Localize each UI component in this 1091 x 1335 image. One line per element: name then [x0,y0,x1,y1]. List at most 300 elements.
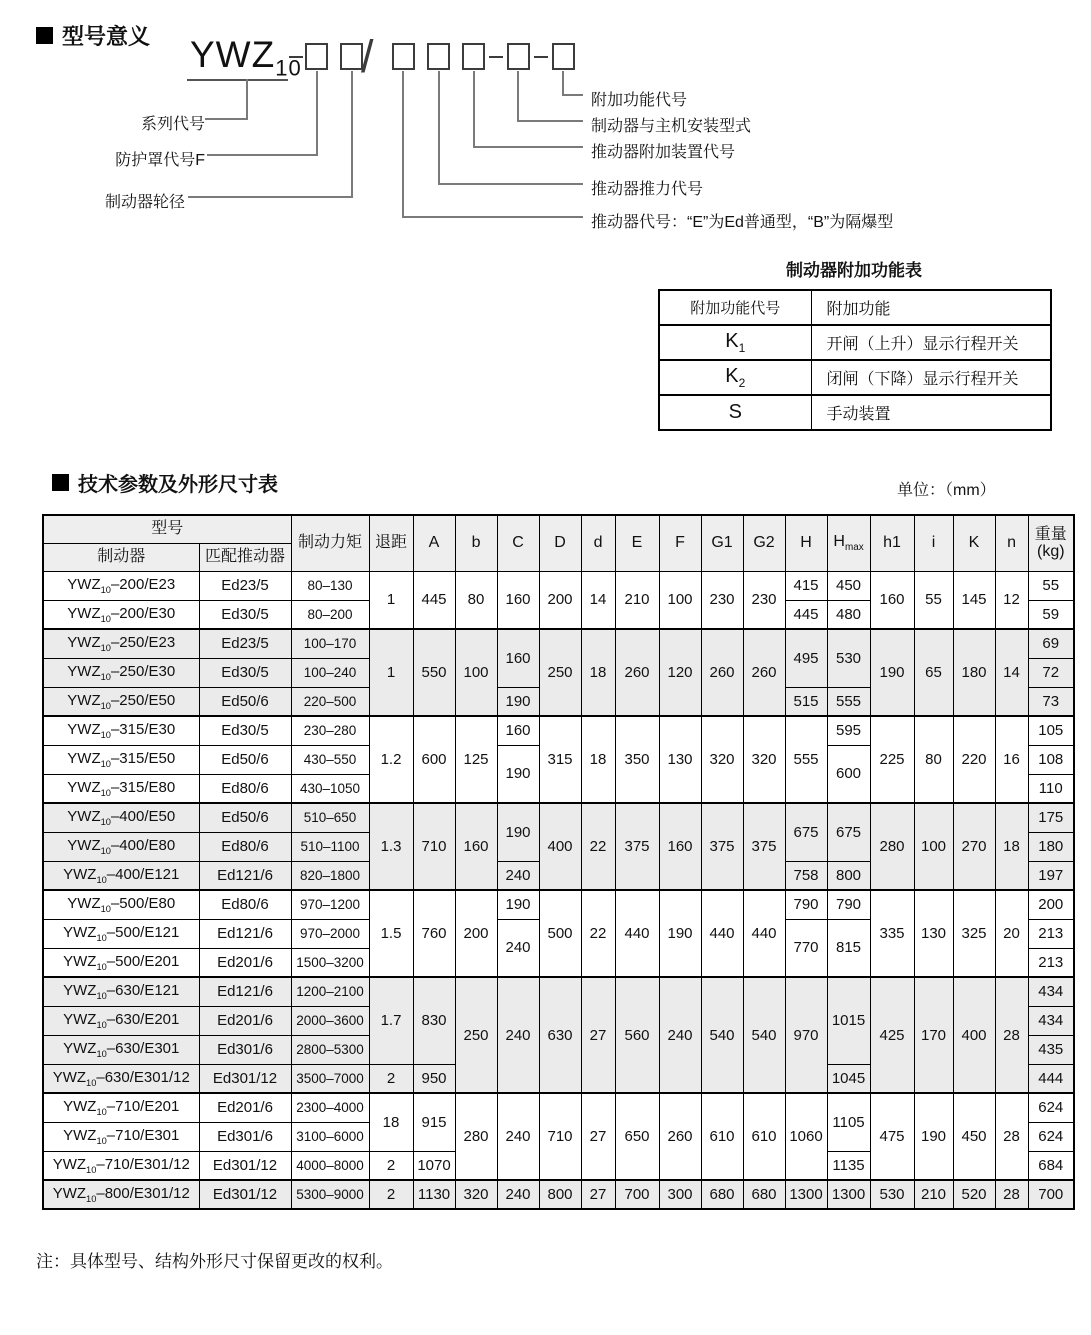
column-header: G2 [743,515,785,571]
table-cell: 27 [581,977,615,1093]
table-cell: 1060 [785,1093,827,1180]
column-header: H [785,515,827,571]
label-protective-cover-code: 防护罩代号F [115,152,205,169]
table-cell: 160 [455,803,497,890]
table-cell: 445 [785,600,827,629]
code-box [552,43,575,70]
table-cell: 1 [369,571,413,629]
table-cell: 260 [743,629,785,716]
table-cell: 540 [701,977,743,1093]
table-row [43,716,1074,745]
code-dash [489,56,503,58]
table-cell: $YWZ_{10}-710/E201$ [43,1093,199,1122]
table-cell: 1200–2100 [291,977,369,1006]
table-row [659,325,1051,360]
table-cell: 280 [870,803,914,890]
unit-label: 单位：（mm） [897,482,996,499]
footnote: 注：具体型号、结构外形尺寸保留更改的权利。 [36,1252,393,1271]
table-cell: 190 [497,745,539,803]
table-cell: 444 [1028,1064,1074,1093]
table-cell: 180 [953,629,995,716]
table-cell: 320 [701,716,743,803]
table-cell: 210 [615,571,659,629]
table-cell: $YWZ_{10}-400/E80$ [43,832,199,861]
table-cell: 18 [995,803,1028,890]
table-cell: 4000–8000 [291,1151,369,1180]
table-cell: 270 [953,803,995,890]
table-cell: 495 [785,629,827,687]
table-cell: 145 [953,571,995,629]
code-box [427,43,450,70]
table-cell: 815 [827,919,870,977]
column-header: K [953,515,995,571]
table-cell: 500 [539,890,581,977]
table-cell: 190 [497,890,539,919]
table-cell: 100 [659,571,701,629]
func-table-title: 制动器附加功能表 [786,261,922,280]
column-header: 退距 [369,515,413,571]
table-cell: 80 [455,571,497,629]
table-cell: 100 [455,629,497,716]
column-header: F [659,515,701,571]
table-cell: 69 [1028,629,1074,658]
table-cell: 400 [539,803,581,890]
table-cell: $YWZ_{10}-630/E301$ [43,1035,199,1064]
table-cell: 2 [369,1064,413,1093]
table-cell: 190 [870,629,914,716]
table-cell: 28 [995,977,1028,1093]
table-cell: 760 [413,890,455,977]
table-cell: 190 [659,890,701,977]
table-cell: $K_1$ [659,325,811,360]
table-cell: 445 [413,571,455,629]
table-cell: 2800–5300 [291,1035,369,1064]
table-cell: 300 [659,1180,701,1209]
table-cell: 200 [539,571,581,629]
table-cell: 830 [413,977,455,1064]
table-row [43,977,1074,1006]
table-cell: 72 [1028,658,1074,687]
table-cell: $YWZ_{10}-250/E30$ [43,658,199,687]
table-cell: 1500–3200 [291,948,369,977]
table-cell: 73 [1028,687,1074,716]
column-header: 制动力矩 [291,515,369,571]
table-cell: 110 [1028,774,1074,803]
table-cell: 130 [914,890,953,977]
table-cell: $YWZ_{10}-500/E121$ [43,919,199,948]
column-header: 附加功能代号 [659,290,811,325]
label-brake-wheel-diameter: 制动器轮径 [104,194,185,211]
table-cell: 970–1200 [291,890,369,919]
table-cell: 710 [539,1093,581,1180]
table-cell: 220 [953,716,995,803]
table-cell: 335 [870,890,914,977]
table-cell: $YWZ_{10}-250/E23$ [43,629,199,658]
label-thruster-attachment-code: 推动器附加装置代号 [591,144,736,161]
table-cell: Ed301/12 [199,1180,291,1209]
table-cell: 18 [369,1093,413,1151]
column-header: b [455,515,497,571]
code-box [340,43,363,70]
table-cell: $YWZ_{10}-500/E201$ [43,948,199,977]
table-cell: 240 [659,977,701,1093]
table-cell: 675 [785,803,827,861]
model-code-text: $YWZ_{10}$ [190,34,302,81]
label-mounting-type: 制动器与主机安装型式 [591,118,752,135]
table-cell: 100 [914,803,953,890]
table-cell: $YWZ_{10}-800/E301/12$ [43,1180,199,1209]
brake-additional-function-table [658,289,1052,431]
table-cell: 530 [870,1180,914,1209]
table-cell: 400 [953,977,995,1093]
section-title-model-meaning: 型号意义 [62,24,151,49]
table-cell: 14 [581,571,615,629]
table-cell: 100–240 [291,658,369,687]
table-cell: 175 [1028,803,1074,832]
table-row [659,360,1051,395]
table-cell: Ed301/12 [199,1064,291,1093]
table-cell: 1045 [827,1064,870,1093]
table-cell: $YWZ_{10}-315/E30$ [43,716,199,745]
table-cell: 230 [701,571,743,629]
table-cell: 80–200 [291,600,369,629]
table-cell: 624 [1028,1122,1074,1151]
table-cell: 105 [1028,716,1074,745]
table-row [43,1180,1074,1209]
table-cell: 22 [581,890,615,977]
table-cell: Ed50/6 [199,687,291,716]
table-cell: 700 [1028,1180,1074,1209]
table-cell: 595 [827,716,870,745]
code-dash [289,56,303,58]
table-cell: 28 [995,1180,1028,1209]
code-box [507,43,530,70]
table-cell: 435 [1028,1035,1074,1064]
table-cell: 434 [1028,977,1074,1006]
section-marker-square [52,474,69,491]
table-cell: 1015 [827,977,870,1064]
table-cell: Ed30/5 [199,658,291,687]
table-cell: 160 [497,716,539,745]
table-row [43,571,1074,600]
table-cell: 59 [1028,600,1074,629]
table-cell: 3500–7000 [291,1064,369,1093]
table-cell: 55 [914,571,953,629]
table-cell: 27 [581,1180,615,1209]
table-cell: $YWZ_{10}-200/E30$ [43,600,199,629]
table-cell: 555 [785,716,827,803]
table-cell: 450 [953,1093,995,1180]
table-cell: 225 [870,716,914,803]
table-cell: 1.2 [369,716,413,803]
table-cell: 600 [827,745,870,803]
table-cell: Ed50/6 [199,745,291,774]
table-cell: 1300 [785,1180,827,1209]
slash-separator: / [361,31,374,82]
table-row [43,629,1074,658]
table-cell: $YWZ_{10}-315/E80$ [43,774,199,803]
table-cell: 950 [413,1064,455,1093]
table-cell: 240 [497,1180,539,1209]
table-cell: Ed23/5 [199,629,291,658]
table-cell: 700 [615,1180,659,1209]
table-cell: 630 [539,977,581,1093]
table-cell: 375 [701,803,743,890]
table-cell: $YWZ_{10}-710/E301/12$ [43,1151,199,1180]
table-cell: 434 [1028,1006,1074,1035]
column-header: A [413,515,455,571]
table-cell: 100–170 [291,629,369,658]
table-cell: 475 [870,1093,914,1180]
table-cell: 240 [497,861,539,890]
table-cell: 970 [785,977,827,1093]
table-cell: 260 [615,629,659,716]
table-cell: 22 [581,803,615,890]
table-cell: 450 [827,571,870,600]
table-cell: 710 [413,803,455,890]
table-cell: 1105 [827,1093,870,1151]
table-cell: 1070 [413,1151,455,1180]
table-cell: 20 [995,890,1028,977]
table-cell: 2 [369,1180,413,1209]
table-cell: 160 [659,803,701,890]
table-cell: 180 [1028,832,1074,861]
table-cell: 1.7 [369,977,413,1064]
column-header: D [539,515,581,571]
column-header: 重量 (kg) [1028,515,1074,571]
table-cell: 125 [455,716,497,803]
code-box [392,43,415,70]
table-cell: 675 [827,803,870,861]
column-header: d [581,515,615,571]
table-cell: 190 [497,803,539,861]
table-cell: 350 [615,716,659,803]
table-cell: 758 [785,861,827,890]
column-header: G1 [701,515,743,571]
table-cell: 2000–3600 [291,1006,369,1035]
table-cell: 515 [785,687,827,716]
table-cell: 27 [581,1093,615,1180]
code-dash [534,56,548,58]
table-cell: 790 [785,890,827,919]
table-cell: 315 [539,716,581,803]
table-cell: 200 [455,890,497,977]
table-cell: Ed30/5 [199,716,291,745]
code-box [305,43,328,70]
leader-line [188,71,353,198]
table-cell: 80–130 [291,571,369,600]
table-cell: 260 [659,1093,701,1180]
table-cell: 800 [827,861,870,890]
table-cell: 230 [743,571,785,629]
table-cell: Ed23/5 [199,571,291,600]
table-cell: 18 [581,716,615,803]
table-cell: 28 [995,1093,1028,1180]
table-cell: $YWZ_{10}-630/E201$ [43,1006,199,1035]
column-header: $H_{max}$ [827,515,870,571]
table-cell: Ed121/6 [199,919,291,948]
table-cell: 250 [539,629,581,716]
column-header: h1 [870,515,914,571]
label-series-code: 系列代号 [140,116,205,133]
table-cell: 120 [659,629,701,716]
table-cell: 375 [743,803,785,890]
table-cell: 560 [615,977,659,1093]
table-cell: 415 [785,571,827,600]
column-header: 制动器 [43,543,199,571]
column-header: 匹配推动器 [199,543,291,571]
table-cell: 430–550 [291,745,369,774]
table-row [43,1093,1074,1122]
section-heading-parameters [52,468,278,497]
table-cell: 1 [369,629,413,716]
table-cell: Ed201/6 [199,1006,291,1035]
table-cell: 280 [455,1093,497,1180]
table-cell: 210 [914,1180,953,1209]
table-cell: 320 [455,1180,497,1209]
table-cell: 108 [1028,745,1074,774]
table-cell: 55 [1028,571,1074,600]
table-cell: Ed301/12 [199,1151,291,1180]
table-cell: 1.3 [369,803,413,890]
table-cell: Ed30/5 [199,600,291,629]
table-row [43,890,1074,919]
table-cell: 14 [995,629,1028,716]
table-cell: Ed80/6 [199,890,291,919]
table-cell: 160 [497,629,539,687]
table-cell: $YWZ_{10}-630/E121$ [43,977,199,1006]
table-cell: 16 [995,716,1028,803]
table-cell: 230–280 [291,716,369,745]
table-cell: 770 [785,919,827,977]
table-cell: 80 [914,716,953,803]
table-cell: 240 [497,977,539,1093]
table-cell: 790 [827,890,870,919]
table-cell: 18 [581,629,615,716]
table-cell: 197 [1028,861,1074,890]
table-cell: 130 [659,716,701,803]
section-marker-square [36,27,53,44]
table-cell: $YWZ_{10}-500/E80$ [43,890,199,919]
code-box [462,43,485,70]
table-cell: 1130 [413,1180,455,1209]
table-cell: 190 [914,1093,953,1180]
table-cell: $YWZ_{10}-200/E23$ [43,571,199,600]
table-cell: 213 [1028,919,1074,948]
table-cell: $YWZ_{10}-250/E50$ [43,687,199,716]
table-cell: 440 [701,890,743,977]
table-cell: Ed121/6 [199,861,291,890]
table-cell: Ed201/6 [199,1093,291,1122]
table-cell: S [659,395,811,430]
table-cell: $K_2$ [659,360,811,395]
table-cell: 555 [827,687,870,716]
table-cell: 5300–9000 [291,1180,369,1209]
column-header: 附加功能 [811,290,1051,325]
table-cell: 220–500 [291,687,369,716]
table-cell: 510–1100 [291,832,369,861]
column-header: 型号 [43,515,291,543]
label-thruster-thrust-code: 推动器推力代号 [591,181,704,198]
column-header: i [914,515,953,571]
table-cell: 2 [369,1151,413,1180]
table-cell: 480 [827,600,870,629]
table-cell: $YWZ_{10}-710/E301$ [43,1122,199,1151]
table-cell: 800 [539,1180,581,1209]
table-cell: 820–1800 [291,861,369,890]
table-cell: 440 [615,890,659,977]
table-cell: 213 [1028,948,1074,977]
label-additional-function-code: 附加功能代号 [591,92,688,109]
column-header: E [615,515,659,571]
table-cell: 2300–4000 [291,1093,369,1122]
table-cell: $YWZ_{10}-630/E301/12$ [43,1064,199,1093]
table-cell: 320 [743,716,785,803]
table-cell: 510–650 [291,803,369,832]
table-cell: 1300 [827,1180,870,1209]
table-cell: 手动装置 [811,395,1051,430]
table-cell: 530 [827,629,870,687]
table-cell: 624 [1028,1093,1074,1122]
leader-line [402,71,583,218]
table-cell: $YWZ_{10}-400/E121$ [43,861,199,890]
table-cell: $YWZ_{10}-400/E50$ [43,803,199,832]
table-cell: 160 [497,571,539,629]
section-heading-model-meaning [36,20,150,51]
table-cell: 550 [413,629,455,716]
table-cell: 375 [615,803,659,890]
table-cell: 190 [497,687,539,716]
technical-parameters-table [42,514,1075,1210]
table-cell: Ed80/6 [199,832,291,861]
table-cell: 540 [743,977,785,1093]
header-row [43,515,1074,543]
table-cell: 3100–6000 [291,1122,369,1151]
header-row [659,290,1051,325]
table-cell: 240 [497,1093,539,1180]
table-cell: 425 [870,977,914,1093]
table-cell: 970–2000 [291,919,369,948]
section-title-parameters: 技术参数及外形尺寸表 [78,474,278,496]
column-header: C [497,515,539,571]
table-cell: Ed50/6 [199,803,291,832]
label-thruster-type-code: 推动器代号：“E”为Ed普通型，“B”为隔爆型 [591,214,894,231]
table-cell: Ed301/6 [199,1035,291,1064]
table-cell: 684 [1028,1151,1074,1180]
table-cell: 开闸（上升）显示行程开关 [811,325,1051,360]
table-cell: 430–1050 [291,774,369,803]
table-cell: 250 [455,977,497,1093]
table-cell: 650 [615,1093,659,1180]
table-cell: 65 [914,629,953,716]
table-cell: 闭闸（下降）显示行程开关 [811,360,1051,395]
table-cell: 610 [701,1093,743,1180]
table-cell: 1135 [827,1151,870,1180]
table-row [43,803,1074,832]
table-cell: 260 [701,629,743,716]
table-cell: 170 [914,977,953,1093]
table-cell: 600 [413,716,455,803]
table-cell: 200 [1028,890,1074,919]
table-cell: 160 [870,571,914,629]
table-cell: 240 [497,919,539,977]
column-header: n [995,515,1028,571]
table-cell: 325 [953,890,995,977]
table-cell: Ed121/6 [199,977,291,1006]
table-cell: Ed301/6 [199,1122,291,1151]
table-cell: Ed80/6 [199,774,291,803]
table-cell: Ed201/6 [199,948,291,977]
